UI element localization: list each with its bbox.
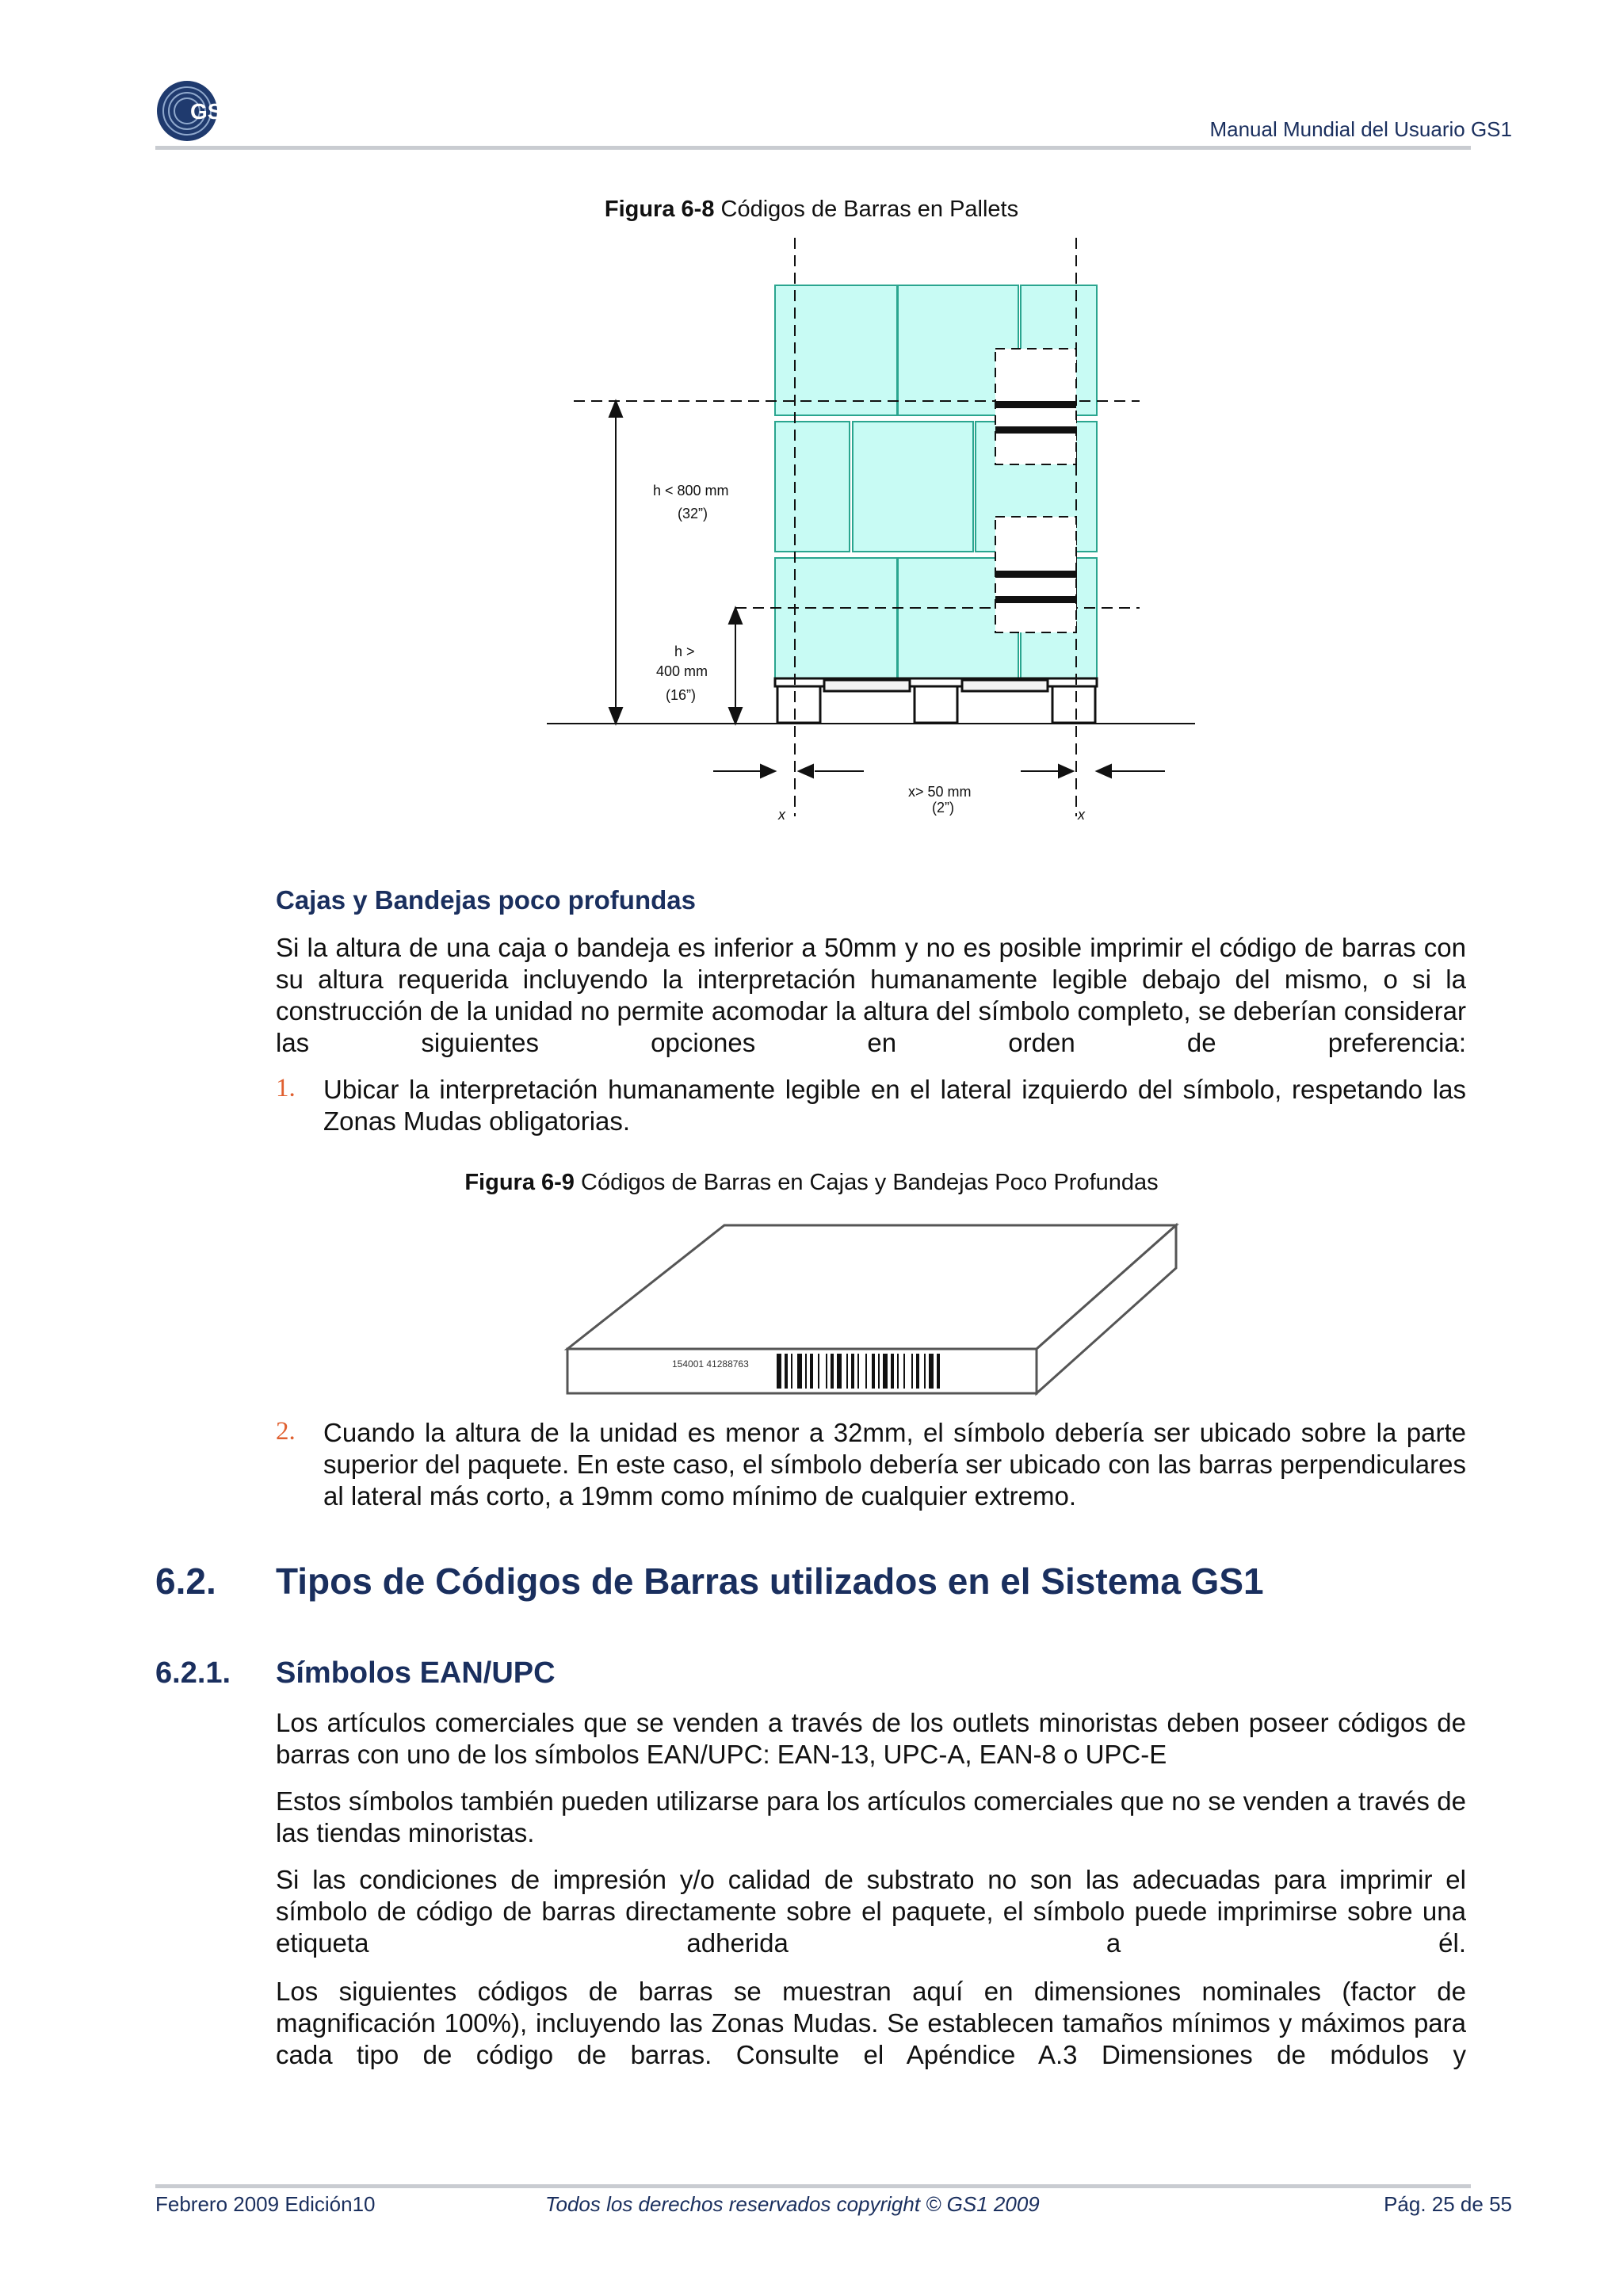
figure-6-8-caption [0,197,1623,223]
barcode-bar [929,1354,934,1389]
figure-6-9-label: Figura 6-9 [464,1170,575,1195]
shallow-tray-diagram [555,1213,1189,1403]
barcode-bar [785,1354,788,1389]
barcode-bar [837,1354,842,1389]
footer-right: Pág. 25 de 55 [1384,2192,1512,2216]
barcode-bar [805,1354,807,1389]
section-cajas-intro: Si la altura de una caja o bandeja es inferior a 50mm y no es posible imprimir el código de barras con su altura requerida incluyendo la interpretación humanamente legible debajo del mismo, o si la construcción de la unidad no permite acomodar la altura del símbolo completo, se deberían considerar las siguientes opciones en orden de preferencia: [276,933,1466,1057]
section-cajas-title: Cajas y Bandejas poco profundas [276,885,696,915]
list-item-2: Cuando la altura de la unidad es menor a 32mm, el símbolo debería ser ubicado sobre la parte superior del paquete. En este caso, el símbolo debería ser ubicado con las barras perpendiculares al lateral más corto, a 19mm como mínimo de cualquier extremo. [323,1418,1466,1511]
x-right-label: x [1078,807,1085,823]
box [775,558,897,678]
figure-6-9-caption [0,1170,1623,1196]
section-6-2-number: 6.2. [155,1561,216,1602]
gs1-logo-icon [155,79,231,143]
barcode-bar [826,1354,827,1389]
barcode-bar [897,1354,899,1389]
h-min-label: h > [674,644,695,659]
section-6-2-title: Tipos de Códigos de Barras utilizados en el Sistema GS1 [276,1561,1264,1602]
barcode-bar [857,1354,859,1389]
barcode-bar [810,1354,813,1389]
list-item-1: Ubicar la interpretación humanamente legible en el lateral izquierdo del símbolo, respetando las Zonas Mudas obligatorias. [323,1075,1466,1136]
h-max-inch: (32”) [678,506,708,521]
h-max-label: h < 800 mm [653,483,729,499]
barcode-bar [818,1354,819,1389]
figure-6-8-title: Códigos de Barras en Pallets [720,197,1019,222]
x-inch: (2”) [932,800,954,816]
box [775,285,897,415]
list-number-1: 1. [276,1074,296,1102]
figure-6-8-label: Figura 6-8 [604,197,715,222]
x-label: x> 50 mm [908,784,972,800]
barcode-bar [891,1354,894,1389]
barcode-bar [924,1354,926,1389]
barcode-bar [937,1354,940,1389]
barcode-bar [865,1354,867,1389]
footer-rule [155,2184,1471,2188]
x-arrows [713,765,1165,777]
list-number-2: 2. [276,1417,296,1446]
section-6-2-1-p1: Los artículos comerciales que se venden a través de los outlets minoristas deben poseer códigos de barras con uno de los símbolos EAN/UPC: EAN-13, UPC-A, EAN-8 o UPC-E [276,1708,1466,1769]
section-6-2-1-p2: Estos símbolos también pueden utilizarse para los artículos comerciales que no se venden a través de las tiendas minoristas. [276,1786,1466,1847]
barcode-bar [846,1354,848,1389]
h-min-inch: (16”) [666,687,697,703]
barcode-bar [797,1354,802,1389]
section-6-2-1-number: 6.2.1. [155,1656,231,1690]
pallet-diagram [539,234,1205,828]
barcode-bar [878,1354,880,1389]
footer-left: Febrero 2009 Edición10 [155,2192,376,2216]
footer-center: Todos los derechos reservados copyright © GS1 2009 [545,2192,1040,2216]
barcode-bar [791,1354,792,1389]
gs1-logo [155,79,231,143]
barcode-bar [831,1354,834,1389]
barcode-bar [883,1354,888,1389]
logo-text: GS1 [190,99,231,124]
barcode-bar [916,1354,919,1389]
pallet-base [775,678,1097,723]
header-title: Manual Mundial del Usuario GS1 [1209,117,1512,141]
header-rule [155,146,1471,150]
h-min-mm: 400 mm [656,663,708,679]
section-6-2-1-p3: Si las condiciones de impresión y/o calidad de substrato no son las adecuadas para imprimir el símbolo de código de barras directamente sobre el paquete, el símbolo puede imprimirse sobre una etiqueta adherida a él. [276,1865,1466,1958]
barcode-bar [777,1354,781,1389]
section-6-2-1-p4: Los siguientes códigos de barras se muestran aquí en dimensiones nominales (factor de magnificación 100%), incluyendo las Zonas Mudas. Se establecen tamaños mínimos y máximos para cada tipo de código de barras. Consulte el Apéndice A.3 Dimensiones de módulos y [276,1977,1466,2069]
section-6-2-1-title: Símbolos EAN/UPC [276,1656,556,1690]
barcode-bar [872,1354,875,1389]
x-left-label: x [778,807,785,823]
barcode-bar [903,1354,905,1389]
barcode-bar [911,1354,913,1389]
box [853,422,973,552]
barcode-bar [851,1354,854,1389]
barcode-hri: 154001 41288763 [672,1358,749,1370]
figure-6-9-title: Códigos de Barras en Cajas y Bandejas Poco Profundas [581,1170,1159,1195]
box [775,422,850,552]
